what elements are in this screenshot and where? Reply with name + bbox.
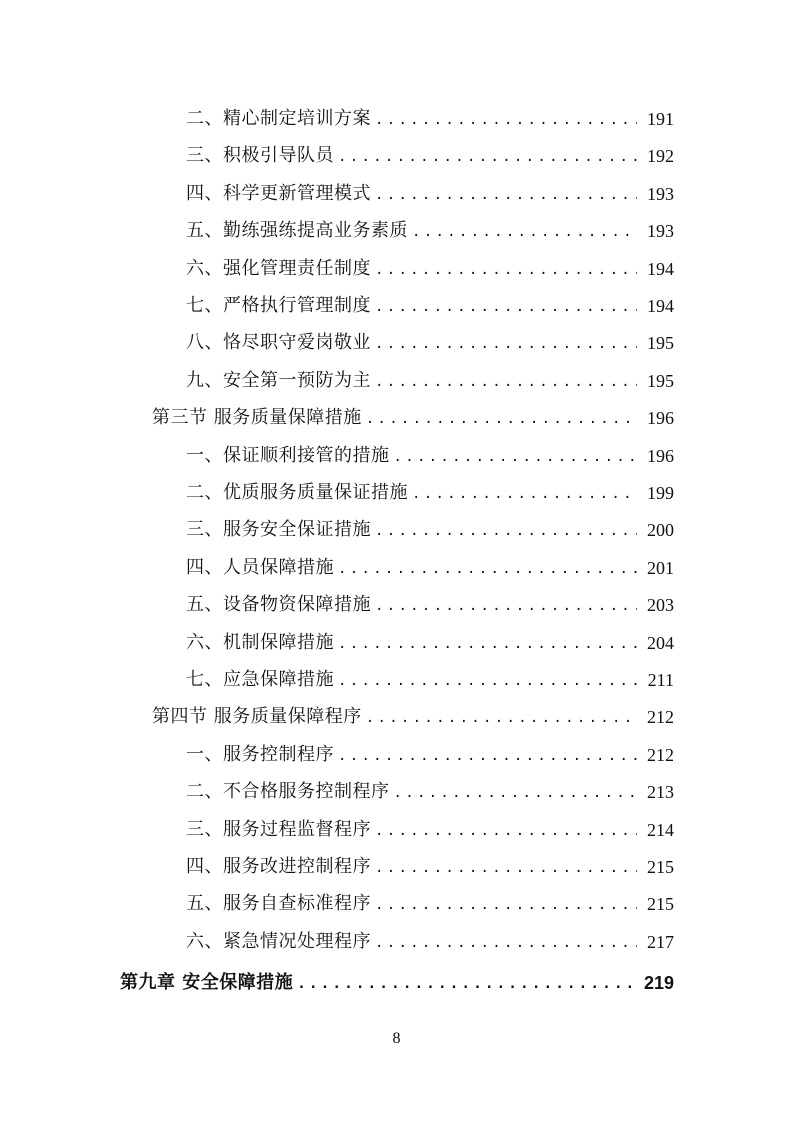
toc-entry-title: 七、应急保障措施: [186, 669, 334, 690]
toc-entry-title: 四、服务改进控制程序: [186, 856, 371, 877]
toc-entry-page: 196: [647, 408, 674, 429]
toc-dot-leader: [375, 332, 637, 356]
toc-dot-leader: [338, 744, 637, 768]
toc-entry-title: 六、强化管理责任制度: [186, 257, 371, 279]
toc-subsection-entry[interactable]: [186, 368, 674, 394]
toc-entry-page: 195: [647, 333, 674, 354]
toc-subsection-entry[interactable]: [186, 330, 674, 356]
toc-entry-title: 六、机制保障措施: [186, 631, 334, 653]
toc-entry-page: 193: [647, 221, 674, 242]
toc-dot-leader: [366, 706, 637, 730]
toc-dot-leader: [375, 931, 637, 955]
toc-entry-title: 五、服务自查标准程序: [186, 893, 371, 915]
toc-subsection-entry[interactable]: [186, 817, 674, 843]
toc-dot-leader: [338, 669, 638, 693]
toc-entry-page: 212: [647, 744, 674, 765]
toc-entry-page: 195: [647, 370, 674, 391]
toc-entry-page: 200: [647, 520, 674, 541]
toc-dot-leader: [412, 482, 637, 506]
toc-dot-leader: [338, 557, 637, 581]
toc-entry-page: 217: [647, 931, 674, 952]
toc-subsection-entry[interactable]: [186, 592, 674, 618]
toc-entry-page: 194: [647, 296, 674, 316]
toc-subsection-entry[interactable]: [186, 443, 674, 469]
toc-dot-leader: [375, 108, 637, 132]
toc-entry-title: 三、服务过程监督程序: [186, 818, 371, 840]
toc-entry-title: 七、严格执行管理制度: [186, 295, 371, 316]
toc-dot-leader: [375, 519, 637, 543]
toc-dot-leader: [338, 145, 637, 169]
toc-subsection-entry[interactable]: [186, 667, 674, 693]
toc-entry-title: 第三节 服务质量保障措施: [152, 407, 362, 429]
toc-subsection-entry[interactable]: [186, 742, 674, 768]
toc-subsection-entry[interactable]: [186, 293, 674, 319]
toc-entry-title: 五、设备物资保障措施: [186, 594, 371, 616]
toc-subsection-entry[interactable]: [186, 517, 674, 543]
toc-dot-leader: [375, 183, 637, 207]
toc-entry-title: 四、人员保障措施: [186, 556, 334, 578]
toc-subsection-entry[interactable]: [186, 106, 674, 132]
toc-entry-page: 204: [647, 632, 674, 653]
toc-dot-leader: [394, 781, 638, 805]
toc-entry-page: 214: [647, 819, 674, 840]
toc-entry-page: 199: [647, 483, 674, 503]
toc-entry-page: 196: [647, 445, 674, 466]
toc-dot-leader: [375, 856, 637, 880]
toc-chapter-entry[interactable]: [120, 970, 674, 996]
toc-entry-page: 194: [647, 258, 674, 279]
toc-entry-page: 215: [647, 894, 674, 915]
toc-entry-title: 第四节 服务质量保障程序: [152, 706, 362, 728]
toc-section-entry[interactable]: [152, 704, 674, 730]
toc-entry-title: 四、科学更新管理模式: [186, 182, 371, 204]
toc-dot-leader: [394, 445, 638, 469]
toc-entry-title: 一、保证顺利接管的措施: [186, 444, 390, 466]
toc-entry-title: 八、恪尽职守爱岗敬业: [186, 332, 371, 354]
toc-entry-page: 213: [647, 782, 674, 803]
toc-subsection-entry[interactable]: [186, 891, 674, 917]
toc-dot-leader: [412, 220, 637, 244]
toc-subsection-entry[interactable]: [186, 630, 674, 656]
toc-subsection-entry[interactable]: [186, 256, 674, 282]
toc-dot-leader: [366, 407, 637, 431]
toc-dot-leader: [375, 295, 637, 319]
page-number: 8: [392, 1030, 401, 1047]
toc-subsection-entry[interactable]: [186, 555, 674, 581]
toc-entry-title: 第九章 安全保障措施: [120, 972, 294, 994]
toc-entry-title: 三、积极引导队员: [186, 145, 334, 167]
toc-dot-leader: [375, 893, 637, 917]
toc-entry-page: 203: [647, 595, 674, 616]
toc-entry-title: 三、服务安全保证措施: [186, 519, 371, 541]
toc-subsection-entry[interactable]: [186, 929, 674, 955]
toc-entry-page: 201: [647, 557, 674, 578]
toc-subsection-entry[interactable]: [186, 854, 674, 880]
toc-subsection-entry[interactable]: [186, 218, 674, 244]
toc-entry-page: 219: [643, 973, 674, 994]
toc-dot-leader: [375, 370, 637, 394]
toc-entry-title: 二、精心制定培训方案: [186, 108, 371, 129]
toc-entry-title: 六、紧急情况处理程序: [186, 930, 371, 952]
toc-subsection-entry[interactable]: [186, 143, 674, 169]
toc-entry-title: 九、安全第一预防为主: [186, 369, 371, 391]
toc-dot-leader: [297, 972, 634, 996]
toc-dot-leader: [375, 594, 637, 618]
toc-dot-leader: [375, 819, 637, 843]
toc-subsection-entry[interactable]: [186, 779, 674, 805]
toc-subsection-entry[interactable]: [186, 480, 674, 506]
toc-entry-page: 211: [647, 670, 674, 690]
toc-entry-page: 212: [647, 707, 674, 728]
toc-subsection-entry[interactable]: [186, 181, 674, 207]
toc-entry-title: 五、勤练强练提高业务素质: [186, 220, 408, 242]
toc-entry-title: 一、服务控制程序: [186, 743, 334, 765]
toc-dot-leader: [338, 632, 637, 656]
toc-dot-leader: [375, 258, 637, 282]
toc-section-entry[interactable]: [152, 405, 674, 431]
toc-entry-page: 191: [647, 109, 674, 129]
toc-entry-page: 192: [647, 146, 674, 167]
toc-entry-title: 二、优质服务质量保证措施: [186, 482, 408, 503]
toc-entry-title: 二、不合格服务控制程序: [186, 781, 390, 803]
toc-entry-page: 215: [647, 857, 674, 877]
toc-entry-page: 193: [647, 183, 674, 204]
